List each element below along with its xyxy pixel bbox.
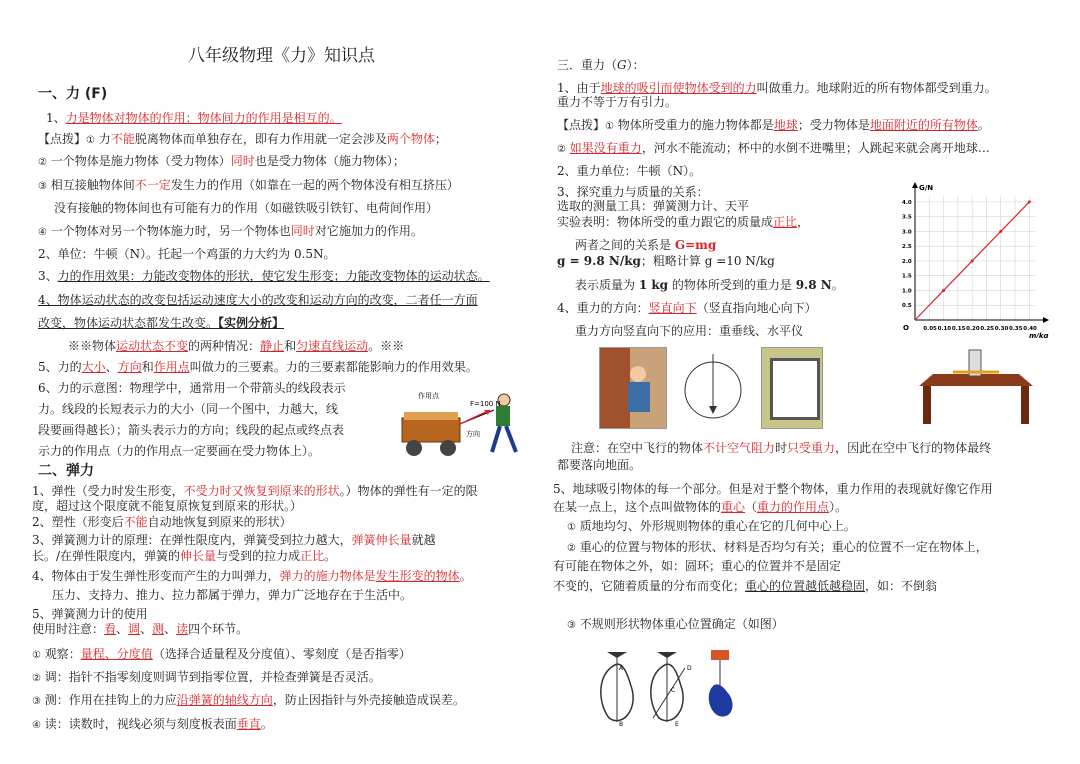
cart-wheel [440, 440, 456, 456]
s1-line15: 段要画得越长）；箭头表示力的方向；线段的起点或终点表 [38, 423, 345, 437]
s3-line22: ③ 不规则形状物体重心位置确定（如图） [567, 617, 784, 631]
person-leg [492, 426, 500, 452]
s2-line13: ④ 读：读数时，视线必须与刻度板表面垂直。 [32, 717, 273, 731]
section2-heading: 二、弹力 [38, 463, 94, 479]
s2-line5: 长。/在弹性限度内，弹簧的伸长量与受到的拉力成正比。 [32, 549, 337, 563]
x-tick-label: 0.05 [923, 326, 937, 332]
s2-line2: 度，超过这个限度就不能复原恢复到原来的形状。） [32, 499, 303, 513]
x-axis-arrow [1043, 317, 1049, 323]
brick-wall [600, 348, 630, 428]
s2-line12: ③ 测：作用在挂钩上的力应沿弹簧的轴线方向，防止因指针与外壳接触造成误差。 [32, 693, 465, 707]
s2-line4: 3、弹簧测力计的原理：在弹性限度内，弹簧受到拉力越大，弹簧伸长量就越 [32, 533, 436, 547]
point-label: E [675, 721, 679, 728]
x-tick-label: 0.10 [937, 326, 952, 332]
fig-label-direction: 方向 [466, 430, 480, 438]
s3-line12: 4、重力的方向：竖直向下（竖直指向地心向下） [557, 301, 817, 315]
frame [770, 358, 820, 420]
s2-line1: 1、弹性（受力时发生形变，不受力时又恢复到原来的形状。）物体的弹性有一定的限 [32, 484, 478, 498]
s3-line19: ② 重心的位置与物体的形状、材料是否均匀有关；重心的位置不一定在物体上， [567, 540, 988, 554]
s3-line17: 在某一点上，这个点叫做物体的重心（重力的作用点）。 [553, 500, 848, 514]
s2-line8: 5、弹簧测力计的使用 [32, 607, 148, 621]
s1-line8: 3、力的作用效果：力能改变物体的形状，使它发生形变；力能改变物体的运动状态。 [38, 269, 490, 283]
page-title: 八年级物理《力》知识点 [188, 46, 375, 66]
s1-line5: 没有接触的物体间也有可能有力的作用（如磁铁吸引铁钉、电荷间作用） [54, 201, 439, 215]
point-label: D [687, 665, 692, 672]
x-tick-label: 0.35 [1009, 326, 1023, 332]
point-label: B [619, 721, 624, 728]
s3-line5: 2、重力单位：牛顿（N）。 [557, 164, 702, 178]
s3-line6: 3、探究重力与质量的关系： [557, 185, 709, 199]
s1-line13: 6、力的示意图：物理学中，通常用一个带箭头的线段表示 [38, 381, 346, 395]
fig-label-point: 作用点 [418, 392, 439, 400]
s2-line11: ② 调：指针不指零刻度则调节到指零位置，并检查弹簧是否灵活。 [32, 670, 381, 684]
data-point [942, 289, 945, 292]
x-axis-label: m/kg [1029, 332, 1049, 338]
s1-line9: 4、物体运动状态的改变包括运动速度大小的改变和运动方向的改变，二者任一方面 [38, 293, 478, 307]
y-axis-arrow [912, 182, 918, 188]
s1-line6: ④ 一个物体对另一个物体施力时，另一个物体也同时对它施加力的作用。 [38, 224, 423, 238]
section1-heading: 一、力 (F) [38, 86, 108, 102]
data-point [999, 230, 1002, 233]
table-leg [923, 386, 931, 424]
s3-line7: 选取的测量工具：弹簧测力计、天平 [557, 199, 750, 213]
cart-body [402, 418, 460, 442]
s3-line21: 不变的，它随着质量的分布而变化；重心的位置越低越稳固，如：不倒翁 [553, 579, 938, 593]
person-leg [506, 426, 516, 452]
worker-head [630, 366, 646, 382]
point-label: A [619, 665, 624, 672]
section3-heading: 三．重力（G）： [557, 58, 645, 72]
s1-line3: ② 一个物体是施力物体（受力物体）同时也是受力物体（施力物体）； [38, 154, 405, 168]
s1-line4: ③ 相互接触物体间不一定发生力的作用（如靠在一起的两个物体没有相互挤压） [38, 178, 459, 192]
s3-line3: 【点拨】① 物体所受重力的施力物体都是地球；受力物体是地面附近的所有物体。 [557, 118, 990, 132]
photo-picture-frame [761, 347, 823, 429]
cart-pull-figure [396, 386, 526, 466]
force-arrow [460, 410, 490, 424]
irregular-plate [709, 684, 733, 716]
s3-line14: 注意：在空中飞行的物体不计空气阻力时只受重力，因此在空中飞行的物体最终 [571, 441, 992, 455]
s1-line11: ※※物体运动状态不变的两种情况：静止和匀速直线运动。※※ [68, 339, 405, 353]
cart-wheel [406, 440, 422, 456]
data-point [1028, 200, 1031, 203]
point-label: C [671, 687, 676, 694]
y-tick-label: 3.5 [902, 214, 912, 221]
photo-wall-plumb [599, 347, 667, 429]
plumb-bob [709, 406, 717, 414]
s3-line2: 重力不等于万有引力。 [557, 95, 678, 109]
s1-line12: 5、力的大小、方向和作用点叫做力的三要素。力的三要素都能影响力的作用效果。 [38, 360, 478, 374]
clamp [711, 650, 729, 660]
y-tick-label: 4.0 [902, 199, 912, 206]
s2-line7: 压力、支持力、推力、拉力都属于弹力，弹力广泛地存在于生活中。 [52, 588, 413, 602]
y-tick-label: 2.0 [902, 258, 912, 265]
s1-line7: 2、单位：牛顿（N）。托起一个鸡蛋的力大约为 0.5N。 [38, 247, 336, 261]
s2-line10: ① 观察：量程、分度值（选择合适量程及分度值）、零刻度（是否指零） [32, 647, 411, 661]
cart-load [404, 412, 458, 420]
y-tick-label: 1.0 [902, 288, 912, 295]
s3-line11: 表示质量为 1 kg 的物体所受到的重力是 9.8 N。 [575, 278, 844, 292]
table-level-diagram [909, 346, 1043, 430]
origin-label: O [903, 324, 909, 332]
s3-line8: 实验表明：物体所受的重力跟它的质量成正比， [557, 215, 810, 229]
center-of-gravity-figures [593, 642, 753, 728]
s3-line10: g = 9.8 N/kg；粗略计算 g =10 N/kg [557, 254, 775, 268]
y-tick-label: 1.5 [902, 273, 912, 280]
y-tick-label: 3.0 [902, 229, 912, 236]
x-tick-label: 0.25 [980, 326, 995, 332]
table-leg [1021, 386, 1029, 424]
s3-line9: 两者之间的关系是 G=mg [575, 238, 717, 252]
s1-line14: 力。线段的长短表示力的大小（同一个图中，力越大，线 [38, 402, 339, 416]
s3-line1: 1、由于地球的吸引而使物体受到的力叫做重力。地球附近的所有物体都受到重力。 [557, 81, 997, 95]
s3-line18: ① 质地均匀、外形规则物体的重心在它的几何中心上。 [567, 519, 856, 533]
s3-line20: 有可能在物体之外，如：圆环；重心的位置并不是固定 [553, 559, 842, 573]
y-tick-label: 0.5 [902, 303, 912, 310]
y-axis-label: G/N [919, 184, 934, 192]
gravity-mass-chart [893, 178, 1051, 338]
x-tick-label: 0.15 [951, 326, 966, 332]
x-tick-label: 0.30 [994, 326, 1009, 332]
x-tick-label: 0.20 [966, 326, 980, 332]
fig-label-force: F=100 N [470, 400, 501, 408]
person-body [496, 406, 510, 426]
s3-line16: 5、地球吸引物体的每一个部分。但是对于整个物体，重力作用的表现就好像它作用 [553, 482, 993, 496]
s2-line6: 4、物体由于发生弹性形变而产生的力叫弹力，弹力的施力物体是发生形变的物体。 [32, 569, 472, 583]
data-point [971, 259, 974, 262]
s3-line4: ② 如果没有重力，河水不能流动；杯中的水倒不进嘴里；人跳起来就会离开地球… [557, 141, 990, 155]
s3-line13: 重力方向竖直向下的应用：重垂线、水平仪 [575, 324, 804, 338]
s1-line16: 示力的作用点（力的作用点一定要画在受力物体上）。 [38, 444, 321, 458]
x-tick-label: 0.40 [1023, 326, 1037, 332]
s3-line15: 都要落向地面。 [557, 458, 642, 472]
s1-line2: 【点拨】① 力不能脱离物体而单独存在，即有力作用就一定会涉及两个物体； [38, 132, 447, 146]
s2-line3: 2、塑性（形变后不能自动地恢复到原来的形状） [32, 515, 292, 529]
y-tick-label: 2.5 [902, 244, 912, 251]
plumb-line-diagram [681, 350, 745, 424]
s1-line1: 1、力是物体对物体的作用；物体间力的作用是相互的。 [46, 111, 342, 125]
s1-line10: 改变，物体运动状态都发生改变。【实例分析】 [38, 316, 285, 330]
worker-body [628, 382, 650, 412]
s2-line9: 使用时注意：看、调、测、读四个环节。 [32, 622, 249, 636]
